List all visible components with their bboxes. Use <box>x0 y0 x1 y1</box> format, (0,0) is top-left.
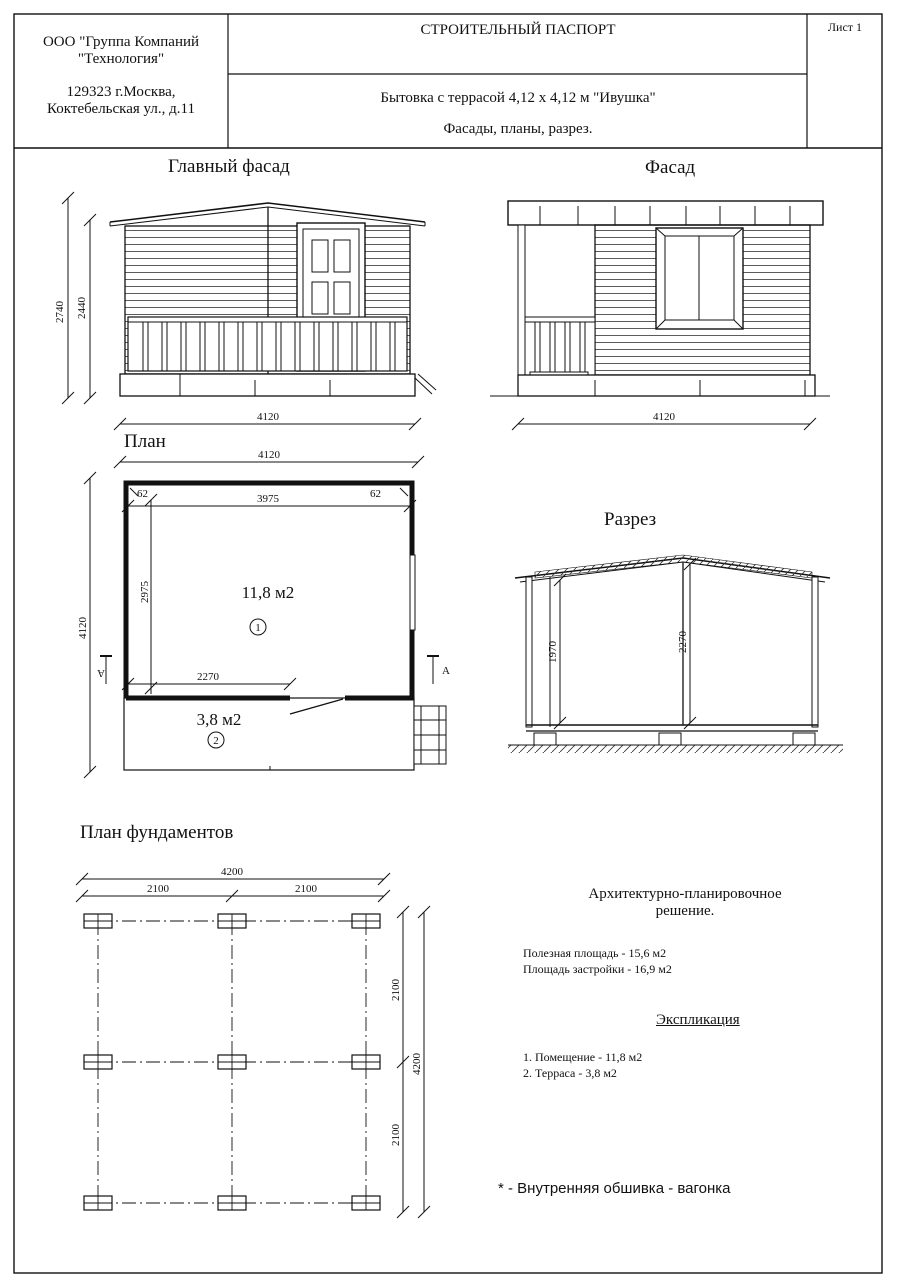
foundation-plan-drawing <box>76 873 430 1218</box>
dim-plan-wall-right: 62 <box>370 488 381 500</box>
sheet-number: Лист 1 <box>827 20 863 34</box>
company-name: ООО "Группа Компаний "Технология" <box>42 34 200 67</box>
room-2-number: 2 <box>213 735 219 747</box>
dim-section-low: 1970 <box>547 641 559 663</box>
dim-foundation-total: 4200 <box>221 866 243 878</box>
explication-item-1: 1. Помещение - 11,8 м2 <box>523 1050 643 1064</box>
room-1-number: 1 <box>255 622 261 634</box>
dim-plan-inner-width: 3975 <box>257 493 279 505</box>
dim-foundation-side-top: 2100 <box>390 979 402 1001</box>
section-title: Разрез <box>604 509 657 530</box>
dim-foundation-side-bottom: 2100 <box>390 1124 402 1146</box>
room-2-area: 3,8 м2 <box>196 710 242 729</box>
explication-item-2: 2. Терраса - 3,8 м2 <box>523 1066 617 1080</box>
built-area: Площадь застройки - 16,9 м2 <box>523 962 672 976</box>
company-address: 129323 г.Москва, Коктебельская ул., д.11 <box>47 84 195 117</box>
room-1-area: 11,8 м2 <box>241 583 295 602</box>
dim-facade-width: 4120 <box>257 411 279 423</box>
footnote: * - Внутренняя обшивка - вагонка <box>498 1180 731 1197</box>
dim-side-facade-width: 4120 <box>653 411 675 423</box>
dim-section-high: 2270 <box>677 631 689 653</box>
notes-heading: Архитектурно-планировочное решение. <box>588 886 782 919</box>
dim-plan-partition: 2270 <box>197 671 219 683</box>
foundation-plan-title: План фундаментов <box>80 822 234 843</box>
section-mark-left: А <box>97 667 105 679</box>
main-facade-drawing <box>62 192 436 430</box>
document-title: СТРОИТЕЛЬНЫЙ ПАСПОРТ <box>420 22 616 38</box>
side-facade-drawing <box>490 201 830 430</box>
dim-foundation-right: 2100 <box>295 883 317 895</box>
dim-plan-height: 4120 <box>77 617 89 639</box>
sheet-subtitle: Фасады, планы, разрез. <box>443 121 593 137</box>
section-mark-right: А <box>442 665 450 677</box>
project-name: Бытовка с террасой 4,12 х 4,12 м "Ивушка" <box>380 90 656 106</box>
dim-plan-width: 4120 <box>258 449 280 461</box>
dim-foundation-side-total: 4200 <box>411 1053 423 1075</box>
useful-area: Полезная площадь - 15,6 м2 <box>523 946 667 960</box>
dim-plan-room-depth: 2975 <box>139 581 151 603</box>
dim-foundation-left: 2100 <box>147 883 169 895</box>
dim-facade-height-wall: 2440 <box>76 297 88 319</box>
plan-title: План <box>124 431 166 452</box>
side-facade-title: Фасад <box>645 157 696 178</box>
explication-title: Экспликация <box>656 1012 740 1028</box>
dim-facade-height-total: 2740 <box>54 301 66 323</box>
dim-plan-wall-left: 62 <box>137 488 148 500</box>
main-facade-title: Главный фасад <box>168 156 290 177</box>
